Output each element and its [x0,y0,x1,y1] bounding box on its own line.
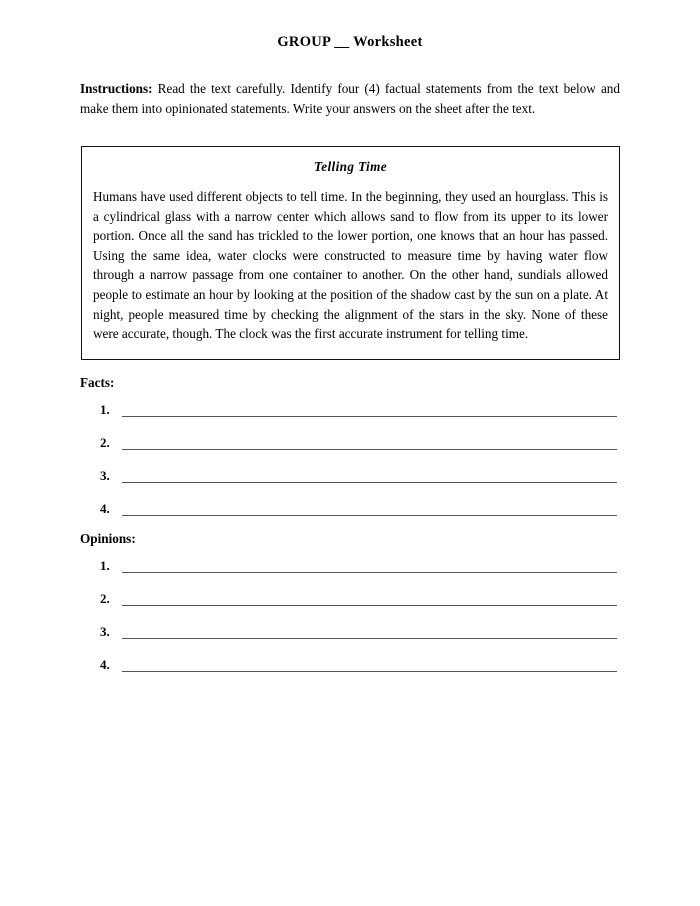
opinions-answer-row [80,588,620,621]
facts-item-number: 4. [100,501,110,516]
facts-answer-row [80,498,620,531]
facts-answer-row [80,465,620,498]
opinions-answer-line-1[interactable] [122,572,617,573]
opinions-item-number: 2. [100,591,110,606]
instructions-label: Instructions: [80,81,153,96]
passage-title: Telling Time [313,159,388,174]
facts-answer-row [80,432,620,465]
facts-answer-line-1[interactable] [122,416,617,417]
facts-answer-row [80,399,620,432]
opinions-heading: Opinions: [80,531,136,546]
facts-section [80,375,620,531]
passage-body: Humans have used different objects to tell time. In the beginning, they used an hourglass. This is a cylindrical glass with a narrow center which allows sand to flow from its upper to its lower portion. Once all the sand has trickled to the lower portion, one knows that an hour has passed. Using the same idea, water clocks were constructed to measure time by having water flow through a narrow passage from one container to another. On the other hand, sundials allowed people to estimate an hour by looking at the position of the shadow cast by the sun on a plate. At night, people measured time by checking the alignment of the stars in the sky. None of these were accurate, though. The clock was the first accurate instrument for telling time. [93,189,608,342]
facts-answer-line-2[interactable] [122,449,617,450]
facts-answer-line-4[interactable] [122,515,617,516]
opinions-section [80,531,620,687]
facts-answer-line-3[interactable] [122,482,617,483]
opinions-answer-line-2[interactable] [122,605,617,606]
opinions-answer-row [80,654,620,687]
passage-box [81,146,620,360]
instructions-text: Read the text carefully. Identify four (4) factual statements from the text below and make them into opinionated statements. Write your answers on the sheet after the text. [80,81,620,116]
opinions-item-number: 4. [100,657,110,672]
facts-item-number: 1. [100,402,110,417]
opinions-item-number: 3. [100,624,110,639]
instructions-block [80,79,620,118]
opinions-answer-row [80,621,620,654]
opinions-answer-line-3[interactable] [122,638,617,639]
opinions-answer-line-4[interactable] [122,671,617,672]
opinions-answer-row [80,555,620,588]
page-title: GROUP __ Worksheet [277,34,423,50]
facts-heading: Facts: [80,375,115,390]
opinions-item-number: 1. [100,558,110,573]
facts-item-number: 3. [100,468,110,483]
facts-item-number: 2. [100,435,110,450]
